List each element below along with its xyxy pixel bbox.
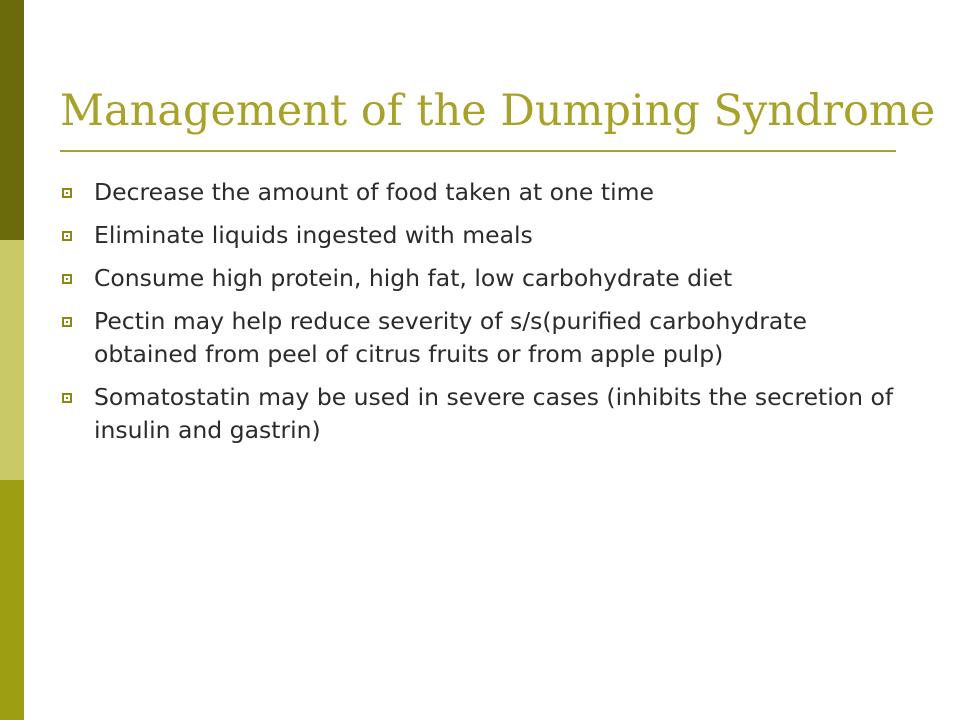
bullet-list	[60, 176, 910, 457]
square-bullet-icon	[62, 188, 72, 198]
bullet-item	[60, 262, 910, 295]
side-bar-top	[0, 0, 24, 240]
side-bar-bottom	[0, 480, 24, 720]
bullet-text: Consume high protein, high fat, low carbohydrate diet	[94, 264, 733, 292]
square-bullet-icon	[62, 231, 72, 241]
title-divider	[60, 150, 896, 152]
slide-title: Management of the Dumping Syndrome	[60, 86, 936, 136]
square-bullet-icon	[62, 317, 72, 327]
bullet-item	[60, 305, 910, 371]
square-bullet-icon	[62, 393, 72, 403]
bullet-item	[60, 219, 910, 252]
bullet-text: Decrease the amount of food taken at one time	[94, 178, 654, 206]
bullet-text: Eliminate liquids ingested with meals	[94, 221, 533, 249]
side-bar-middle	[0, 240, 24, 480]
bullet-item	[60, 176, 910, 209]
bullet-text: Somatostatin may be used in severe cases (inhibits the secretion of insulin and gastrin)	[94, 383, 894, 444]
bullet-text: Pectin may help reduce severity of s/s(purified carbohydrate obtained from peel of citrus fruits or from apple pulp)	[94, 307, 807, 368]
bullet-item	[60, 381, 910, 447]
square-bullet-icon	[62, 274, 72, 284]
